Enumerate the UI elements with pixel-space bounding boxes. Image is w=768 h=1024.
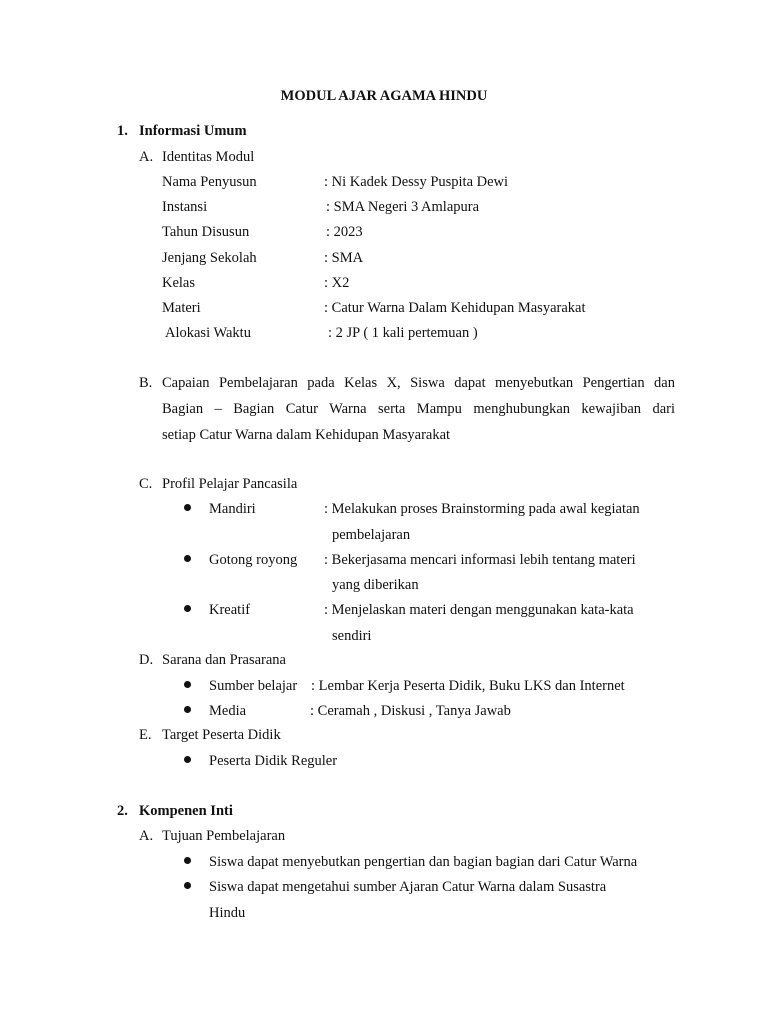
- bullet-icon: [184, 555, 191, 562]
- facility-value: : Ceramah , Diskusi , Tanya Jawab: [310, 703, 511, 719]
- subsection-letter: A.: [139, 149, 154, 165]
- subsection-heading: Target Peserta Didik: [162, 727, 281, 743]
- identity-value: : Catur Warna Dalam Kehidupan Masyarakat: [324, 300, 586, 316]
- paragraph-line: Capaian Pembelajaran pada Kelas X, Siswa dapat menyebutkan Pengertian dan: [162, 375, 675, 391]
- profile-value-continued: yang diberikan: [332, 577, 419, 593]
- facility-label: Sumber belajar: [209, 678, 298, 694]
- bullet-icon: [184, 681, 191, 688]
- identity-label: Jenjang Sekolah: [162, 250, 257, 266]
- identity-label: Kelas: [162, 275, 196, 291]
- identity-label: Instansi: [162, 199, 208, 215]
- identity-value: : SMA: [324, 250, 364, 266]
- section-number: 1.: [117, 123, 128, 139]
- document-title: MODUL AJAR AGAMA HINDU: [280, 88, 488, 104]
- objective-item: Siswa dapat mengetahui sumber Ajaran Catur Warna dalam Susastra: [209, 879, 607, 895]
- profile-label: Kreatif: [209, 602, 251, 618]
- profile-value-continued: pembelajaran: [332, 527, 411, 543]
- subsection-letter: B.: [139, 375, 153, 391]
- bullet-icon: [184, 504, 191, 511]
- profile-value-continued: sendiri: [332, 628, 372, 644]
- bullet-icon: [184, 605, 191, 612]
- section-heading: Informasi Umum: [139, 123, 247, 139]
- subsection-heading: Profil Pelajar Pancasila: [162, 476, 298, 492]
- facility-label: Media: [209, 703, 247, 719]
- learning-outcome-paragraph: [162, 370, 675, 448]
- subsection-letter: A.: [139, 828, 154, 844]
- objective-item: Siswa dapat menyebutkan pengertian dan bagian bagian dari Catur Warna: [209, 854, 638, 870]
- identity-label: Alokasi Waktu: [165, 325, 251, 341]
- section-number: 2.: [117, 803, 128, 819]
- paragraph-line: setiap Catur Warna dalam Kehidupan Masyarakat: [162, 427, 451, 443]
- paragraph-line: Bagian – Bagian Catur Warna serta Mampu menghubungkan kewajiban dari: [162, 401, 675, 417]
- profile-label: Gotong royong: [209, 552, 298, 568]
- subsection-heading: Sarana dan Prasarana: [162, 652, 286, 668]
- bullet-icon: [184, 756, 191, 763]
- identity-value: : Ni Kadek Dessy Puspita Dewi: [324, 174, 509, 190]
- profile-label: Mandiri: [209, 501, 256, 517]
- profile-value: : Menjelaskan materi dengan menggunakan kata-kata: [324, 602, 634, 618]
- subsection-heading: Identitas Modul: [162, 149, 255, 165]
- bullet-icon: [184, 706, 191, 713]
- identity-label: Materi: [162, 300, 201, 316]
- subsection-letter: E.: [139, 727, 152, 743]
- bullet-icon: [184, 857, 191, 864]
- section-heading: Kompenen Inti: [139, 803, 233, 819]
- identity-value: : 2 JP ( 1 kali pertemuan ): [328, 325, 478, 341]
- identity-value: : 2023: [326, 224, 363, 240]
- subsection-heading: Tujuan Pembelajaran: [162, 828, 286, 844]
- subsection-letter: D.: [139, 652, 154, 668]
- subsection-letter: C.: [139, 476, 153, 492]
- profile-value: : Melakukan proses Brainstorming pada awal kegiatan: [324, 501, 640, 517]
- identity-label: Nama Penyusun: [162, 174, 257, 190]
- facility-value: : Lembar Kerja Peserta Didik, Buku LKS dan Internet: [311, 678, 625, 694]
- objective-item-continued: Hindu: [209, 905, 246, 921]
- bullet-icon: [184, 882, 191, 889]
- target-item: Peserta Didik Reguler: [209, 753, 338, 769]
- identity-value: : SMA Negeri 3 Amlapura: [326, 199, 480, 215]
- profile-value: : Bekerjasama mencari informasi lebih tentang materi: [324, 552, 636, 568]
- identity-label: Tahun Disusun: [162, 224, 250, 240]
- identity-value: : X2: [324, 275, 350, 291]
